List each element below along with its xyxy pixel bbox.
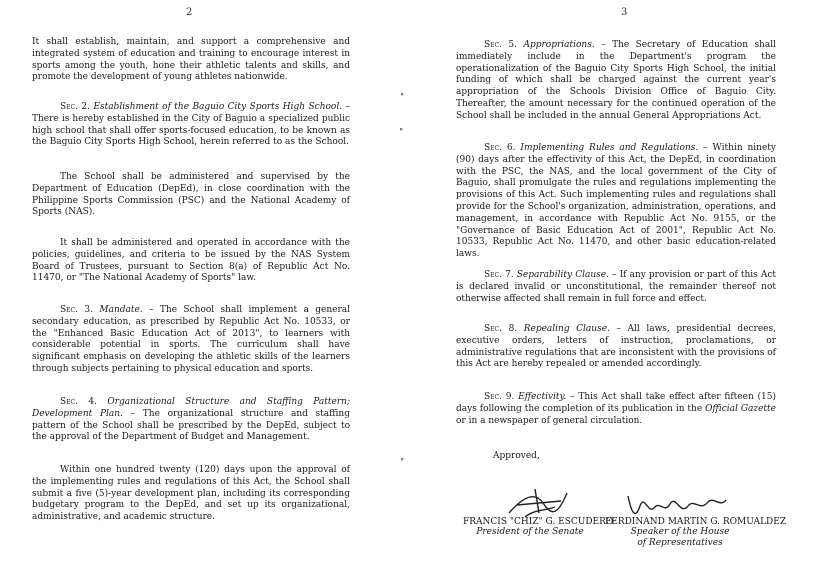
approved-label: Approved, bbox=[493, 451, 540, 461]
senate-president-title: President of the Senate bbox=[476, 527, 584, 537]
section-7-heading: Separability Clause. bbox=[516, 270, 609, 280]
section-9-body-a: – This Act shall take effect after fifteen (15) days following the completion of its publication in the bbox=[456, 392, 776, 414]
section-3-body: – The School shall implement a general secondary education, as prescribed by Republic Act No. 10533, or the "Enhanced Basic Education Act of 2013", to learners with considerable potential in sports. The curriculum shall have significant emphasis on developing the athletic skills of the learners through subjects pertaining to physical education and sports. bbox=[32, 305, 350, 374]
section-6 bbox=[456, 143, 776, 261]
page-number: 3 bbox=[621, 7, 628, 18]
senate-signatory bbox=[463, 517, 614, 538]
section-9-heading: Effectivity. bbox=[518, 392, 567, 402]
senate-president-name: FRANCIS "CHIZ" G. ESCUDERO bbox=[463, 517, 614, 527]
section-3-heading: Mandate. bbox=[99, 305, 143, 315]
section-7 bbox=[456, 270, 776, 305]
section-6-label: Sec. 6. bbox=[484, 143, 516, 153]
section-7-label: Sec. 7. bbox=[484, 270, 514, 280]
section-8-label: Sec. 8. bbox=[484, 324, 518, 334]
section-4-label: Sec. 4. bbox=[60, 397, 97, 407]
section-5-body: – The Secretary of Education shall immediately include in the Department's program the operationalization of the Baguio City Sports High School, the initial funding of which shall be charged against the current year's appropriation of the Schools Division Office of Baguio City. Thereafter, the amount necessary for the continued operation of the School shall be included in the annual General Appropriations Act. bbox=[456, 40, 776, 121]
section-4-body: – The organizational structure and staffing pattern of the School shall be prescribed by the DepEd, subject to the approval of the Department of Budget and Management. bbox=[32, 408, 350, 443]
section-2-label: Sec. 2. bbox=[60, 102, 90, 112]
section-9 bbox=[456, 392, 776, 427]
house-speaker-title-2: of Representatives bbox=[637, 538, 723, 548]
section-6-body: – Within ninety (90) days after the effectivity of this Act, the DepEd, in coordination with the PSC, the NAS, and the local government of the City of Baguio, shall promulgate the rules and regulations implementing the provisions of this Act. Such implementing rules and regulations shall provide for the School's organization, administration, operations, and management, in accordance with Republic Act No. 9155, or the "Governance of Basic Education Act of 2001", Republic Act No. 10533, Republic Act No. 11470, and other basic education-related laws. bbox=[456, 143, 777, 260]
paragraph-policies: It shall be administered and operated in accordance with the policies, guidelines, and criteria to be issued by the NAS System Board of Trustees, pursuant to Section 8(a) of Republic Act No. 11470, or "The National Academy of Sports" law. bbox=[32, 238, 350, 284]
margin-mark: ∘ bbox=[399, 125, 404, 135]
section-6-heading: Implementing Rules and Regulations. bbox=[520, 143, 699, 153]
house-signatory bbox=[605, 517, 787, 549]
section-8 bbox=[456, 324, 776, 371]
margin-mark: ∘ bbox=[400, 90, 405, 100]
right-page bbox=[417, 0, 834, 570]
paragraph-administration: The School shall be administered and supervised by the Department of Education (DepEd), in close coordination with the Philippine Sports Commission (PSC) and the National Academy of Sports (NAS). bbox=[32, 172, 350, 218]
paragraph-section1-continued: It shall establish, maintain, and support a comprehensive and integrated system of education and training to encourage interest in sports among the youth, hone their athletic talents and skills, and promote the development of young athletes nationwide. bbox=[32, 37, 350, 83]
section-5 bbox=[456, 40, 776, 123]
section-3-label: Sec. 3. bbox=[60, 305, 93, 315]
section-2 bbox=[32, 102, 350, 149]
section-9-body-b: or in a newspaper of general circulation. bbox=[456, 415, 643, 426]
house-speaker-name: FERDINAND MARTIN G. ROMUALDEZ bbox=[605, 517, 787, 527]
section-5-label: Sec. 5. bbox=[484, 40, 518, 50]
section-8-body: – All laws, presidential decrees, executive orders, letters of instruction, proclamations, or administrative regulations that are inconsistent with the provisions of this Act are hereby repealed or amended accordingly. bbox=[456, 324, 776, 370]
section-4-heading: Organizational Structure and Staffing Pattern; Development Plan. bbox=[32, 397, 350, 419]
section-5-heading: Appropriations. bbox=[523, 40, 595, 50]
section-3 bbox=[32, 305, 350, 376]
house-speaker-title-1: Speaker of the House bbox=[630, 527, 730, 537]
section-8-heading: Repealing Clause. bbox=[523, 324, 610, 334]
section-2-body: – There is hereby established in the City of Baguio a specialized public high school that shall offer sports-focused education, to be known as the Baguio City Sports High School, herein referred to as the School. bbox=[32, 102, 350, 148]
section-9-label: Sec. 9. bbox=[484, 392, 515, 402]
page-number: 2 bbox=[186, 7, 193, 18]
section-2-heading: Establishment of the Baguio City Sports High School. bbox=[93, 102, 343, 112]
official-gazette: Official Gazette bbox=[705, 403, 776, 414]
margin-mark: ∘ bbox=[400, 455, 405, 465]
paragraph-development-plan: Within one hundred twenty (120) days upon the approval of the implementing rules and regulations of this Act, the School shall submit a five (5)-year development plan, including its corresponding budgetary program to the DepEd, and set up its organizational, administrative, and academic structure. bbox=[32, 465, 350, 523]
section-4 bbox=[32, 397, 350, 444]
section-7-body: – If any provision or part of this Act is declared invalid or unconstitutional, the remainder thereof not otherwise affected shall remain in full force and effect. bbox=[456, 270, 776, 304]
